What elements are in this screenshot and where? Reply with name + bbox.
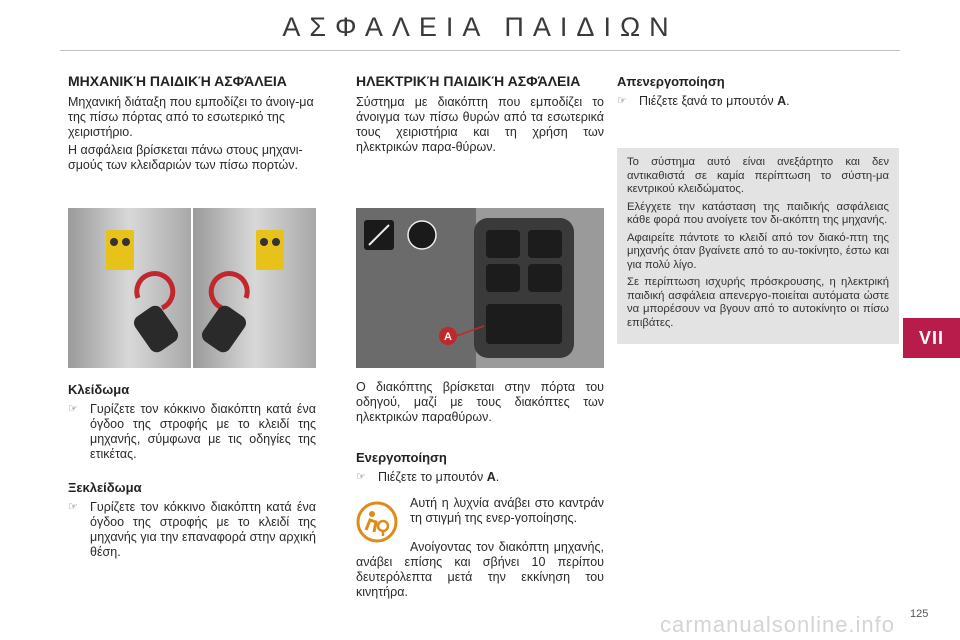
mechanical-heading: ΜΗΧΑΝΙΚΉ ΠΑΙΔΙΚΉ ΑΣΦΆΛΕΙΑ (68, 73, 287, 89)
lamp-text2: Ανοίγοντας τον διακόπτη μηχανής, ανάβει επίσης και σβήνει 10 περίπου δευτερόλεπτα μετά την εκκίνηση του κινητήρα. (356, 540, 604, 599)
lock-heading: Κλείδωμα (68, 382, 130, 397)
page-number: 125 (910, 608, 929, 620)
mechanical-p1: Μηχανική διάταξη που εμποδίζει το άνοιγ-μα της πίσω πόρτας από το εσωτερικό της χειριστήριο. (68, 95, 314, 139)
lamp-text-block (410, 496, 604, 529)
page-title: ΑΣΦΑΛΕΙΑ ΠΑΙΔΙΩΝ (282, 12, 678, 42)
deactivate-heading: Απενεργοποίηση (617, 74, 725, 89)
button-a-label: A (777, 94, 787, 108)
svg-text:A: A (444, 331, 452, 343)
lock-instruction (68, 402, 316, 462)
mechanical-column (68, 74, 316, 176)
unlock-section (68, 480, 316, 563)
button-a-label: A (486, 470, 496, 484)
chapter-tab: VII (903, 318, 960, 358)
pointer-icon: ☞ (68, 501, 78, 513)
mechanical-p2: Η ασφάλεια βρίσκεται πάνω στους μηχανι-σμούς των κλειδαριών των πίσω πορτών. (68, 143, 303, 172)
unlock-heading: Ξεκλείδωμα (68, 480, 142, 495)
electric-heading: ΗΛΕΚΤΡΙΚΉ ΠΑΙΔΙΚΉ ΑΣΦΆΛΕΙΑ (356, 73, 581, 89)
deactivate-section (617, 74, 899, 112)
activate-text: Πιέζετε το μπουτόν (378, 470, 484, 484)
pointer-icon: ☞ (68, 403, 78, 415)
deactivate-instruction: ☞ Πιέζετε ξανά το μπουτόν A. (617, 94, 790, 108)
pointer-icon: ☞ (356, 471, 366, 483)
info-p4: Σε περίπτωση ισχυρής πρόσκρουσης, η ηλεκτρική παιδική ασφάλεια απενεργο-ποιείται αυτόματα ώστε να μπορέσουν να βγουν από το αυτοκίνητο οι πίσω επιβάτες. (627, 276, 889, 329)
door-switch-photo (356, 208, 604, 368)
electric-p2: Ο διακόπτης βρίσκεται στην πόρτα του οδηγού, μαζί με τους διακόπτες των ηλεκτρικών παραθύρων. (356, 380, 604, 424)
lock-section (68, 382, 316, 465)
watermark: carmanualsonline.info (660, 612, 896, 637)
lock-text: Γυρίζετε τον κόκκινο διακόπτη κατά ένα όγδοο της στροφής με το κλειδί της μηχανής, σύμφωνα με τις οδηγίες της ετικέτας. (90, 402, 316, 461)
pointer-icon: ☞ (617, 95, 627, 107)
activate-instruction: ☞ Πιέζετε το μπουτόν A. (356, 470, 500, 484)
switch-location (356, 380, 604, 428)
info-p3: Αφαιρείτε πάντοτε το κλειδί από τον διακό-πτη της μηχανής όταν βγαίνετε από το αυ-τοκίνητο, έστω και για πολύ λίγο. (627, 231, 889, 271)
lamp-text1: Αυτή η λυχνία ανάβει στο καντράν τη στιγμή της ενερ-γοποίησης. (410, 496, 604, 525)
info-p1: Το σύστημα αυτό είναι ανεξάρτητο και δεν αντικαθιστά σε καμία περίπτωση το σύστη-μα κεντρικού κλειδώματος. (627, 156, 889, 195)
child-lock-photo (68, 208, 316, 368)
unlock-instruction (68, 500, 316, 560)
info-box (617, 148, 899, 344)
title-rule (60, 50, 900, 51)
lamp-text-block-2 (356, 540, 604, 603)
electric-p1: Σύστημα με διακόπτη που εμποδίζει το άνοιγμα των πίσω θυρών από τα εσωτερικά τους χειριστήρια και τη χρήση των ηλεκτρικών παρα-θύρων. (356, 95, 604, 154)
activate-heading: Ενεργοποίηση (356, 450, 447, 465)
electric-column (356, 74, 604, 158)
activate-section (356, 450, 604, 488)
child-lock-illustration (68, 208, 316, 368)
unlock-text: Γυρίζετε τον κόκκινο διακόπτη κατά ένα όγδοο της στροφής με το κλειδί της μηχανής για την επαναφορά στην αρχική θέση. (90, 500, 316, 559)
door-switch-illustration (356, 208, 604, 368)
info-p2: Ελέγχετε την κατάσταση της παιδικής ασφάλειας κάθε φορά που ανοίγετε τον δι-ακόπτη της μηχανής. (627, 200, 889, 226)
deactivate-text: Πιέζετε ξανά το μπουτόν (639, 94, 774, 108)
